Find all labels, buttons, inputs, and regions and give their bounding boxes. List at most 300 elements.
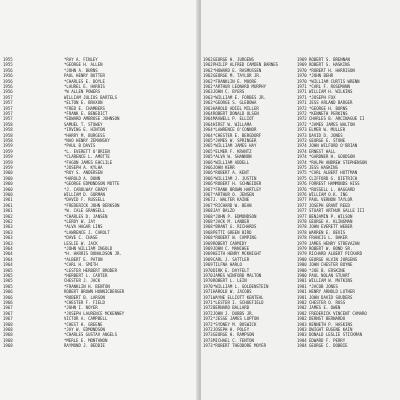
entry-name: PAUL VERNON TAYLOR bbox=[309, 197, 353, 203]
entry-year: 1966 bbox=[3, 300, 13, 305]
entry-name: *JOSEPH A. KYLHA bbox=[64, 165, 103, 170]
right-page bbox=[201, 0, 400, 400]
entry-year: 1972 bbox=[203, 316, 213, 322]
entry-name: *JESSE JAMES LUPTON bbox=[213, 316, 259, 322]
entry-name: CHESTER J. JACK bbox=[64, 278, 101, 284]
entry-year: 1977 bbox=[297, 197, 307, 203]
entry-name: *ELMER F. KRANTZ bbox=[213, 148, 252, 154]
entry-year: 1967 bbox=[3, 305, 13, 311]
entry-name: WILLIAM D. GORMAN bbox=[64, 192, 105, 197]
entry-year: 1975 bbox=[297, 175, 307, 181]
entry-name: RAYMOND J. BEDDIE bbox=[64, 343, 105, 349]
entry-name: *WILLIAM E. FORBES JR. bbox=[213, 94, 266, 100]
entry-name: *FRANKLIN H. BENTON bbox=[64, 283, 110, 289]
entry-name: *ROBERT H. SCHNEIDER bbox=[213, 181, 262, 187]
entry-year: 1962 bbox=[203, 57, 213, 62]
entry-year: 1970 bbox=[203, 267, 213, 273]
entry-name: *ALVA HAGAR LINS bbox=[64, 224, 103, 230]
entry-year: 1959 bbox=[3, 143, 13, 149]
entry-year: 1972 bbox=[297, 111, 307, 116]
entry-name: PAUL NOLAN STUART bbox=[309, 273, 350, 278]
entry-year: 1973 bbox=[297, 127, 307, 133]
entry-name: WARREN E. BEVIS bbox=[309, 229, 346, 235]
entry-name: JAMES E. OWEN bbox=[309, 305, 341, 311]
entry-name: *GEORGE H. BURNS bbox=[309, 105, 348, 111]
entry-year: 1972 bbox=[297, 105, 307, 111]
entry-name: *DAVE C. CHASE bbox=[64, 235, 98, 241]
entry-year: 1983 bbox=[297, 327, 307, 332]
entry-year: 1972 bbox=[203, 305, 213, 311]
entry-name: DERNST BERNARDO bbox=[309, 316, 346, 322]
entry-year: 1959 bbox=[3, 159, 13, 165]
entry-name: *W. CALE GRANSELL bbox=[64, 208, 105, 214]
entry-name: *ROBERT W. CAMPING bbox=[213, 235, 257, 241]
entry-year: 1968 bbox=[3, 321, 13, 327]
entry-name: JOHN J. DUBBS JR. bbox=[213, 310, 254, 316]
entry-name: *H. HARRIS DONALDSON JR. bbox=[64, 251, 122, 257]
entry-name: DONALD LESLIE STICKMAN bbox=[309, 332, 362, 338]
entry-year: 1981 bbox=[297, 283, 307, 289]
entry-name: GEORGE C. DOBBIE bbox=[309, 343, 348, 349]
entry-name: *L. EVERETT O'BRIEN bbox=[64, 148, 110, 154]
entry-year: 1967 bbox=[3, 316, 13, 322]
entry-year: 1977 bbox=[297, 208, 307, 214]
entry-year: 1968 bbox=[203, 229, 213, 235]
entry-year: 1963 bbox=[3, 229, 13, 235]
entry-year: 1976 bbox=[297, 192, 307, 197]
entry-name: *W ALLEN POWERS bbox=[64, 89, 101, 95]
entry-year: 1957 bbox=[3, 116, 13, 122]
entry-year: 1968 bbox=[203, 208, 213, 214]
entry-name: *FREDERICK JOHN BERKSON bbox=[64, 202, 120, 208]
entry-year: 1967 bbox=[203, 197, 213, 203]
entry-year: 1983 bbox=[297, 321, 307, 327]
entry-year: 1970 bbox=[203, 283, 213, 289]
entry-name: *ROY S. ANDERSEN bbox=[64, 170, 103, 176]
entry-year: 1956 bbox=[3, 84, 13, 89]
entry-name: *CHARLES D. JANSEN bbox=[64, 213, 108, 219]
entry-year: 1958 bbox=[3, 121, 13, 127]
entry-name: *JOE B. ERSKINE bbox=[309, 267, 346, 273]
entry-year: 1956 bbox=[3, 67, 13, 73]
entry-name: *RAY A. FINLEY bbox=[64, 57, 98, 62]
entry-year: 1970 bbox=[203, 273, 213, 278]
entry-name: *LAWRENCE J. CAROLT bbox=[64, 229, 110, 235]
entry-name: BERNARD BALLARD bbox=[213, 305, 250, 311]
entry-name: WILLIAM H. WILKINS bbox=[309, 89, 353, 95]
entry-year: 1964 bbox=[3, 251, 13, 257]
entry-year: 1965 bbox=[3, 283, 13, 289]
entry-name: SAMUEL T. STOWEY bbox=[64, 121, 103, 127]
entry-name: *JAY W. EDMONDSON bbox=[64, 327, 105, 332]
entry-year: 1977 bbox=[297, 213, 307, 219]
entry-year: 1972 bbox=[297, 116, 307, 122]
entry-year: 1980 bbox=[297, 262, 307, 268]
entry-year: 1983 bbox=[297, 332, 307, 338]
entry-name: *CHEST H. GREENE bbox=[64, 321, 103, 327]
entry-year: 1968 bbox=[3, 332, 13, 338]
entry-year: 1968 bbox=[203, 224, 213, 230]
entry-year: 1971 bbox=[203, 294, 213, 300]
entry-year: 1968 bbox=[203, 235, 213, 241]
entry-year: 1981 bbox=[297, 294, 307, 300]
entry-name: *FAGON JAMES EHCLILE bbox=[64, 159, 113, 165]
entry-name: *ARTHUR LEONARD MURPHY bbox=[213, 84, 266, 89]
entry-name: *CHESTER E. BERGDORF bbox=[213, 132, 262, 138]
entry-year: 1961 bbox=[3, 208, 13, 214]
entry-name: *JAMES JAMES WALTON bbox=[309, 121, 355, 127]
entry-year: 1963 bbox=[3, 224, 13, 230]
entry-name: GEORGE ALVIN JURGENS bbox=[309, 256, 358, 262]
entry-name: *LEROY W. JAY bbox=[64, 219, 96, 224]
entry-name: *JAMES W. SPRINGER bbox=[213, 138, 257, 143]
entry-year: 1972 bbox=[203, 321, 213, 327]
entry-name: WILLIAM JULIUS BARTELS bbox=[64, 94, 117, 100]
entry-name: HAROLD W. JACOBS bbox=[213, 289, 252, 295]
entry-year: 1962 bbox=[203, 78, 213, 84]
entry-name: JOHN EVERETT WEBER bbox=[309, 224, 353, 230]
entry-name: STUART ARTHUR GALLE III bbox=[309, 208, 365, 214]
entry-name: JOHN DAVID SOUDERS bbox=[309, 294, 353, 300]
entry-name: FREDERICK VINCENT CAMARO bbox=[309, 310, 367, 316]
entry-name: PAUL HENRY BUTTER bbox=[64, 73, 105, 79]
entry-name: CARL J. SATTLER bbox=[213, 256, 250, 262]
entry-name: ROBERT L. LEIN bbox=[213, 278, 247, 284]
entry-name: GEORGE E. STONE bbox=[309, 138, 346, 143]
entry-name: ROBERT S. BRENNAN bbox=[309, 57, 350, 62]
entry-name: *CARL H. SMITH bbox=[64, 262, 98, 268]
entry-name: HENRY ARNOLD LUTHER bbox=[309, 289, 355, 295]
entry-year: 1966 bbox=[3, 289, 13, 295]
entry-name: JAY BALZO bbox=[213, 208, 235, 214]
entry-year: 1962 bbox=[203, 73, 213, 79]
entry-year: 1971 bbox=[297, 89, 307, 95]
entry-name: *HAROLD A. DUNN bbox=[64, 175, 101, 181]
entry-year: 1980 bbox=[297, 273, 307, 278]
entry-name: ROBERT DONALD OLSEN bbox=[213, 111, 259, 116]
entry-year: 1966 bbox=[3, 294, 13, 300]
entry-year: 1964 bbox=[3, 246, 13, 251]
entry-year: 1974 bbox=[297, 143, 307, 149]
entry-name: *RALPH ANDREW STEPHENSON bbox=[309, 159, 367, 165]
entry-year: 1984 bbox=[297, 337, 307, 343]
entry-year: 1965 bbox=[203, 154, 213, 160]
entry-year: 1957 bbox=[3, 100, 13, 106]
entry-name: *FRANKLIN E. MOORE bbox=[213, 78, 257, 84]
entry-year: 1959 bbox=[3, 165, 13, 170]
entry-year: 1963 bbox=[3, 235, 13, 241]
entry-year: 1969 bbox=[203, 251, 213, 257]
entry-name: *FRANK BROWN HARTLEY bbox=[213, 186, 262, 192]
left-page bbox=[0, 0, 198, 400]
entry-name: *WILLIAM CURTIS WRENN bbox=[309, 78, 360, 84]
entry-name: *BRANT G. RICHARDS bbox=[213, 224, 257, 230]
entry-name: GEORGE H. RAMPSON bbox=[213, 332, 254, 338]
entry-year: 1967 bbox=[203, 186, 213, 192]
entry-year: 1968 bbox=[203, 213, 213, 219]
entry-year: 1962 bbox=[203, 67, 213, 73]
entry-year: 1966 bbox=[203, 175, 213, 181]
entry-year: 1981 bbox=[297, 278, 307, 284]
entry-name: JOSEPH GRANT REED bbox=[309, 202, 350, 208]
entry-year: 1971 bbox=[297, 100, 307, 106]
entry-name: *CLARENCE L. AMOTTE bbox=[64, 154, 110, 160]
entry-name: TILFNA HARLO bbox=[213, 262, 242, 268]
entry-name: *NAO HENRY ZEMANSKY bbox=[64, 138, 110, 143]
entry-name: MAXWELL P. ELLIOT bbox=[213, 116, 254, 122]
entry-name: JESS HASKINS bbox=[309, 165, 338, 170]
entry-name: *CHARLES GUSTAV ANGELS bbox=[64, 332, 117, 338]
entry-year: 1974 bbox=[297, 148, 307, 154]
entry-name: GEORGE M. TAYLOR JR. bbox=[213, 73, 262, 79]
entry-year: 1962 bbox=[203, 84, 213, 89]
entry-name: *JOHN P. EDMONDSON bbox=[213, 213, 257, 219]
entry-name: JOSEPH H. POLEY bbox=[213, 327, 250, 332]
entry-name: CHESTER O. RUSS bbox=[309, 300, 346, 305]
entry-year: 1957 bbox=[3, 94, 13, 100]
entry-name: *LAUREL E. HARRIS bbox=[64, 84, 105, 89]
entry-name: JOHN C. MANCHEE bbox=[213, 246, 250, 251]
entry-name: *ELTON E. BRAXON bbox=[64, 100, 103, 106]
entry-year: 1973 bbox=[203, 343, 213, 349]
entry-year: 1959 bbox=[3, 148, 13, 154]
entry-year: 1956 bbox=[3, 73, 13, 79]
entry-year: 1962 bbox=[203, 62, 213, 68]
entry-year: 1963 bbox=[203, 89, 213, 95]
entry-name: *J. CAROLWAY GRADY bbox=[64, 186, 108, 192]
entry-year: 1970 bbox=[297, 73, 307, 79]
entry-year: 1976 bbox=[297, 186, 307, 192]
entry-name: *SYDNEY M. BOSWICK bbox=[213, 321, 257, 327]
entry-year: 1973 bbox=[297, 138, 307, 143]
entry-year: 1966 bbox=[203, 165, 213, 170]
entry-year: 1961 bbox=[3, 197, 13, 203]
entry-name: *CHESTER F. FIELD bbox=[64, 300, 105, 305]
entry-name: HIRST W. WILLAMA bbox=[213, 121, 252, 127]
entry-name: *RICHARD W. BEAN bbox=[213, 202, 252, 208]
entry-year: 1963 bbox=[203, 105, 213, 111]
entry-year: 1965 bbox=[3, 267, 13, 273]
entry-name: *HERBERT L. CARTER bbox=[64, 273, 108, 278]
entry-year: 1973 bbox=[297, 132, 307, 138]
entry-name: *JACK M. LANDER bbox=[213, 219, 250, 224]
entry-name: JOHN WILFORD O'BRIAN bbox=[309, 143, 358, 149]
entry-name: RICHARD ALBERT PICKARD bbox=[309, 251, 362, 257]
entry-name: *ROBERT H. HARRISON bbox=[309, 67, 355, 73]
entry-year: 1958 bbox=[3, 138, 13, 143]
entry-year: 1956 bbox=[3, 78, 13, 84]
entry-year: 1964 bbox=[203, 121, 213, 127]
entry-name: *LESTER HERBERT BRODER bbox=[64, 267, 117, 273]
entry-year: 1963 bbox=[203, 94, 213, 100]
entry-year: 1965 bbox=[3, 278, 13, 284]
entry-year: 1969 bbox=[297, 57, 307, 62]
entry-year: 1958 bbox=[3, 132, 13, 138]
entry-year: 1968 bbox=[3, 337, 13, 343]
entry-name: WILLIAM W. MATKINS bbox=[309, 278, 353, 284]
entry-year: 1957 bbox=[3, 105, 13, 111]
entry-year: 1975 bbox=[297, 165, 307, 170]
entry-year: 1969 bbox=[203, 256, 213, 262]
entry-year: 1972 bbox=[203, 310, 213, 316]
entry-name: *ROBERT B. LARSON bbox=[64, 294, 105, 300]
entry-year: 1981 bbox=[297, 289, 307, 295]
entry-name: DWIGHT EUGENE KAIN bbox=[309, 327, 353, 332]
entry-year: 1982 bbox=[297, 310, 307, 316]
entry-year: 1960 bbox=[3, 192, 13, 197]
entry-name: EDWARD F. PERRY bbox=[309, 337, 346, 343]
entry-year: 1967 bbox=[3, 310, 13, 316]
entry-year: 1969 bbox=[203, 246, 213, 251]
entry-name: PHILIP ALFRED CAMDEN BARNES bbox=[213, 62, 279, 68]
entry-year: 1960 bbox=[3, 170, 13, 176]
entry-name: GEORGE H. JURGENS bbox=[213, 57, 254, 62]
entry-name: DIRK E. DAYFELT bbox=[213, 267, 250, 273]
entry-name: *WILLIAM L. GOLDENSTEIN bbox=[213, 283, 269, 289]
entry-year: 1978 bbox=[297, 224, 307, 230]
entry-name: CHARLES B. ARCINAGUE II bbox=[309, 116, 365, 122]
entry-name: *JOSEPH FOX bbox=[309, 94, 336, 100]
entry-year: 1956 bbox=[3, 89, 13, 95]
entry-year: 1969 bbox=[297, 62, 307, 68]
entry-year: 1971 bbox=[203, 300, 213, 305]
entry-year: 1955 bbox=[3, 57, 13, 62]
entry-year: 1963 bbox=[3, 240, 13, 246]
entry-year: 1964 bbox=[3, 256, 13, 262]
entry-name: *GEORGE S. GLEBOWA bbox=[213, 100, 257, 106]
entry-name: *WILLIAM J. JUSTIN bbox=[213, 175, 257, 181]
entry-year: 1967 bbox=[203, 192, 213, 197]
entry-year: 1964 bbox=[203, 116, 213, 122]
entry-year: 1970 bbox=[297, 67, 307, 73]
entry-name: KENNETH P. HASKINS bbox=[309, 321, 353, 327]
entry-year: 1974 bbox=[297, 154, 307, 160]
entry-year: 1970 bbox=[297, 78, 307, 84]
entry-name: JOHN CHESTER BOYNE bbox=[309, 262, 353, 268]
entry-name: JOHN KERR bbox=[213, 165, 235, 170]
entry-name: *CHARLES E. DOYLE bbox=[64, 78, 105, 84]
entry-year: 1964 bbox=[3, 262, 13, 268]
entry-year: 1959 bbox=[3, 154, 13, 160]
entry-name: ROBERT S. HASKINS bbox=[309, 62, 350, 68]
entry-year: 1969 bbox=[203, 240, 213, 246]
entry-name: ELMER W. MULLER bbox=[309, 127, 346, 133]
entry-year: 1972 bbox=[203, 327, 213, 332]
entry-year: 1971 bbox=[297, 84, 307, 89]
entry-year: 1965 bbox=[203, 143, 213, 149]
entry-name: *MERLE E. MONTANON bbox=[64, 337, 108, 343]
entry-year: 1977 bbox=[297, 202, 307, 208]
entry-year: 1972 bbox=[297, 121, 307, 127]
entry-name: DAVID D. JONES bbox=[309, 132, 343, 138]
entry-name: *HARRY M. BURGESS bbox=[64, 132, 105, 138]
entry-year: 1980 bbox=[297, 267, 307, 273]
entry-year: 1973 bbox=[203, 332, 213, 338]
entry-year: 1965 bbox=[203, 148, 213, 154]
entry-name: *GEORGE EDMONDSON MOTTE bbox=[64, 181, 120, 187]
entry-year: 1973 bbox=[203, 337, 213, 343]
entry-year: 1979 bbox=[297, 251, 307, 257]
entry-year: 1982 bbox=[297, 300, 307, 305]
entry-name: *IRVING E. HINTON bbox=[64, 127, 105, 133]
entry-year: 1958 bbox=[3, 127, 13, 133]
entry-name: *DAVID F. RUSSELL bbox=[64, 197, 105, 203]
entry-year: 1963 bbox=[203, 100, 213, 106]
entry-year: 1961 bbox=[3, 202, 13, 208]
entry-year: 1976 bbox=[297, 181, 307, 187]
entry-name: *WILLIAM ADDELL bbox=[213, 159, 250, 165]
entry-name: ROBERT CARMIDY bbox=[213, 240, 247, 246]
entry-year: 1955 bbox=[3, 62, 13, 68]
entry-name: *KENNETH PERKINS bbox=[309, 111, 348, 116]
entry-year: 1982 bbox=[297, 316, 307, 322]
entry-name: *ROBERT THEODORE MOYER bbox=[213, 343, 266, 349]
entry-name: *JOHN I. NOYER bbox=[64, 305, 98, 311]
entry-name: *LESTER I. SCHOEFIELD bbox=[213, 300, 264, 305]
entry-year: 1968 bbox=[3, 327, 13, 332]
entry-name: *JOHN A. BURNS bbox=[64, 67, 98, 73]
entry-year: 1960 bbox=[3, 181, 13, 187]
entry-name: ROBERT BROWN HUNNICBERGER bbox=[64, 289, 125, 295]
entry-name: GEORGE A. KLINGMAN bbox=[309, 219, 353, 224]
entry-year: 1957 bbox=[3, 111, 13, 116]
entry-name: JAMES HENRY STREVAZAN bbox=[309, 240, 360, 246]
entry-year: 1966 bbox=[203, 181, 213, 187]
entry-year: 1965 bbox=[203, 138, 213, 143]
entry-year: 1974 bbox=[297, 159, 307, 165]
entry-year: 1971 bbox=[297, 94, 307, 100]
entry-year: 1980 bbox=[297, 256, 307, 262]
entry-name: *PAUL B DAVIS bbox=[64, 143, 96, 149]
entry-year: 1975 bbox=[297, 170, 307, 176]
entry-year: 1982 bbox=[297, 305, 307, 311]
entry-name: JOHN C. BYERS bbox=[213, 89, 245, 95]
entry-name: ERNEST HALL bbox=[309, 148, 336, 154]
entry-year: 1979 bbox=[297, 240, 307, 246]
entry-name: CLIFFORD G. DIETRICH bbox=[309, 175, 358, 181]
entry-year: 1964 bbox=[203, 132, 213, 138]
entry-year: 1979 bbox=[297, 246, 307, 251]
entry-name: *CARL ALBERT HOTTMAN bbox=[309, 170, 358, 176]
entry-year: 1978 bbox=[297, 235, 307, 241]
entry-name: FORREST HAMMONDS HISS bbox=[309, 181, 360, 187]
entry-name: *FRANK E. BENEDICT bbox=[64, 111, 108, 116]
entry-year: 1962 bbox=[3, 213, 13, 219]
entry-name: BENJAMIN P. WILSON bbox=[309, 213, 353, 219]
entry-name: WILLIAM O.K. ING bbox=[309, 192, 348, 197]
entry-name: FRANCIS L. BAKER bbox=[309, 235, 348, 241]
entry-name: *JOHN WILLIAM INGOLD bbox=[64, 246, 113, 251]
entry-name: *CARL F. ROSEMANN bbox=[309, 84, 350, 89]
entry-year: 1964 bbox=[203, 111, 213, 116]
entry-year: 1984 bbox=[297, 343, 307, 349]
entry-year: 1966 bbox=[203, 159, 213, 165]
entry-name: *WILLIAM JAMES HAY bbox=[213, 143, 257, 149]
entry-name: WAYNE ELLIOTT KENTEAL bbox=[213, 294, 264, 300]
entry-name: LESLIE W. JACK bbox=[64, 240, 98, 246]
entry-name: *ALBERT E. PATON bbox=[64, 256, 103, 262]
entry-year: 1970 bbox=[203, 278, 213, 284]
entry-name: *GEORGE H. ALLEN bbox=[64, 62, 103, 68]
entry-name: KEITH HENRY MCKNIGHT bbox=[213, 251, 262, 257]
entry-name: *JACOB JONES bbox=[309, 283, 338, 289]
entry-year: 1969 bbox=[203, 262, 213, 268]
entry-year: 1968 bbox=[3, 343, 13, 349]
entry-name: *FRED E. CHAMBERS bbox=[64, 105, 105, 111]
entry-name: *JOSEPH LAURENCE MCKENNEY bbox=[64, 310, 125, 316]
entry-year: 1978 bbox=[297, 219, 307, 224]
entry-name: HAROLD ADIEL MILLER bbox=[213, 105, 259, 111]
